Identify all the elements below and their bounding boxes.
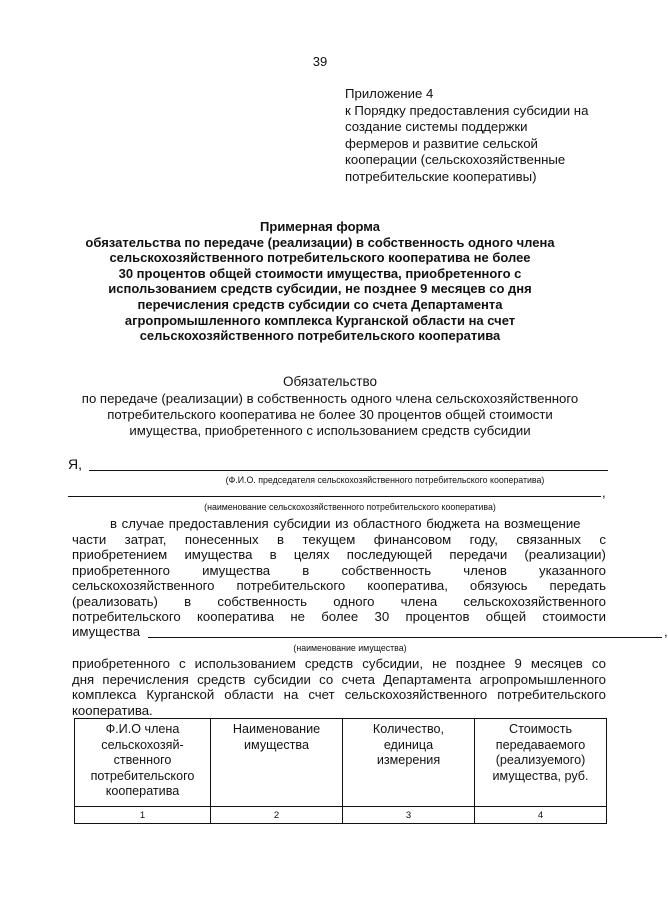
- obligation-heading-block: [60, 374, 600, 439]
- word: комплекса: [72, 687, 137, 702]
- word: сельскохозяйственного: [463, 593, 606, 609]
- word: кооператива: [197, 609, 275, 624]
- word: счет: [308, 687, 335, 702]
- text-line: кооператива.: [72, 702, 153, 718]
- word: на: [283, 687, 299, 702]
- property-comma: ,: [664, 624, 668, 639]
- word: приобретенного: [72, 656, 170, 671]
- word: понесенных: [184, 531, 259, 547]
- form-title-line: агропромышленного комплекса Курганской области на счет: [124, 312, 516, 328]
- form-title-line: 30 процентов общей стоимости имущества, приобретенного с: [118, 265, 522, 281]
- word: имущества: [202, 562, 271, 578]
- appendix-reference: [345, 86, 620, 185]
- word: средств: [304, 656, 354, 671]
- word: со: [319, 671, 334, 687]
- word: стоимости: [542, 609, 606, 624]
- word: обязуюсь: [469, 578, 528, 593]
- word: позднее: [455, 656, 506, 671]
- form-title-line: перечисления средств субсидии со счета Департамента: [137, 296, 503, 312]
- word: приобретением: [72, 547, 168, 562]
- form-title-line: сельскохозяйственного потребительского кооператива не более: [109, 250, 531, 266]
- word: собственность: [341, 562, 432, 578]
- cooperative-name-blank[interactable]: [68, 496, 601, 497]
- appendix-line: Приложение 4: [345, 86, 434, 101]
- column-number: 4: [475, 807, 607, 824]
- word: передать: [549, 578, 606, 593]
- word: Департамента: [383, 671, 472, 687]
- word: 30: [374, 609, 390, 624]
- word: с: [599, 531, 606, 547]
- word: текущем: [302, 531, 356, 547]
- text-line: [72, 563, 606, 579]
- form-title: [60, 219, 580, 344]
- word: в: [269, 547, 277, 562]
- form-title-line: использованием средств субсидии, не позднее 9 месяцев со дня: [108, 281, 532, 297]
- form-title-line: сельскохозяйственного потребительского кооператива: [139, 328, 501, 344]
- property-name-field: [72, 624, 668, 641]
- word: в: [302, 562, 310, 578]
- text-line: [72, 656, 606, 672]
- obligation-subtitle-line: потребительского кооператива не более 30 процентов общей стоимости: [107, 407, 553, 422]
- header-quantity-unit: Количество, единица измерения: [343, 719, 475, 807]
- word: последующей: [346, 547, 433, 562]
- obligation-body-continued: [72, 656, 606, 718]
- column-number: 1: [75, 807, 211, 824]
- word: сельскохозяйственного: [72, 578, 215, 593]
- text-line: [72, 516, 606, 532]
- appendix-line: создание системы поддержки: [345, 119, 528, 134]
- word: агропромышленного: [479, 671, 606, 687]
- word: приобретенного: [72, 562, 170, 578]
- form-title-line: обязательства по передаче (реализации) в собственность одного члена: [85, 234, 555, 250]
- word: в: [277, 531, 285, 547]
- text-line: [72, 687, 606, 703]
- header-property-name: Наименование имущества: [211, 719, 343, 807]
- caption-cooperative-name: (наименование сельскохозяйственного потребительского кооператива): [204, 502, 496, 512]
- word: кооператива,: [367, 578, 448, 593]
- obligation-subtitle-line: по передаче (реализации) в собственность одного члена сельскохозяйственного: [81, 391, 579, 406]
- word: использованием: [194, 656, 296, 671]
- appendix-line: кооперации (сельскохозяйственные: [345, 152, 566, 167]
- word: дня: [72, 671, 95, 687]
- word: (реализации): [524, 547, 606, 562]
- property-name-blank[interactable]: [148, 637, 662, 638]
- word: передачи: [449, 547, 508, 562]
- property-label: имущества: [72, 624, 141, 639]
- word: связанных: [516, 531, 581, 547]
- ya-label: Я,: [68, 456, 82, 472]
- word: в случае предоставления субсидии из областного бюджета на возмещение: [110, 516, 581, 531]
- word: перечисления: [102, 671, 189, 687]
- word: 9: [514, 656, 522, 671]
- text-line: [72, 547, 606, 563]
- caption-chairman-fio: (Ф.И.О. председателя сельскохозяйственного потребительского кооператива): [225, 475, 545, 485]
- appendix-line: к Порядку предоставления субсидии на: [345, 102, 589, 118]
- word: имущества: [184, 547, 253, 562]
- word: с: [179, 656, 186, 671]
- caption-property-name: (наименование имущества): [293, 643, 407, 653]
- text-line: [72, 578, 606, 594]
- word: более: [321, 609, 359, 624]
- cooperative-name-comma: ,: [602, 485, 606, 500]
- word: процентов: [405, 609, 470, 624]
- word: средств: [197, 671, 246, 687]
- word: субсидии: [253, 671, 311, 687]
- word: целях: [293, 547, 330, 562]
- word: со: [591, 656, 606, 671]
- word: потребительского: [236, 578, 346, 593]
- word: счета: [341, 671, 375, 687]
- word: одного: [333, 593, 375, 609]
- form-title-line: Примерная форма: [260, 219, 380, 234]
- obligation-subtitle-line: имущества, приобретенного с использованием средств субсидии: [129, 423, 531, 438]
- text-line: [72, 532, 606, 548]
- header-member-name: Ф.И.О члена сельскохозяй- ственного потребительского кооператива: [75, 719, 211, 807]
- word: году,: [469, 531, 498, 547]
- word: субсидии,: [362, 656, 424, 671]
- word: в: [184, 593, 192, 609]
- word: области: [224, 687, 274, 702]
- obligation-heading: Обязательство: [282, 374, 378, 389]
- word: затрат,: [124, 531, 167, 547]
- appendix-line: фермеров и развитие сельской: [345, 135, 538, 151]
- obligation-body: [72, 516, 606, 625]
- word: собственность: [217, 593, 308, 609]
- page-number: 39: [312, 54, 328, 69]
- word: потребительского: [72, 609, 181, 624]
- word: указанного: [538, 562, 606, 578]
- word: (реализовать): [72, 593, 158, 609]
- word: не: [432, 656, 447, 671]
- table-number-row: [75, 807, 607, 824]
- word: месяцев: [530, 656, 583, 671]
- word: Курганской: [146, 687, 215, 702]
- chairman-name-field: [68, 456, 608, 474]
- word: членов: [463, 562, 507, 578]
- word: члена: [400, 593, 438, 609]
- word: не: [290, 609, 305, 624]
- column-number: 3: [343, 807, 475, 824]
- appendix-line: потребительские кооперативы): [345, 168, 537, 184]
- table-header-row: [75, 719, 607, 807]
- word: общей: [485, 609, 527, 624]
- word: финансовом: [373, 531, 452, 547]
- text-line: [72, 594, 606, 610]
- header-property-value: Стоимость передаваемого (реализуемого) имущества, руб.: [475, 719, 607, 807]
- word: потребительского: [497, 687, 606, 702]
- word: сельскохозяйственного: [344, 687, 488, 702]
- text-line: [72, 609, 606, 625]
- property-table: [74, 718, 607, 824]
- chairman-name-blank[interactable]: [89, 470, 608, 471]
- word: части: [72, 531, 107, 547]
- column-number: 2: [211, 807, 343, 824]
- text-line: [72, 672, 606, 688]
